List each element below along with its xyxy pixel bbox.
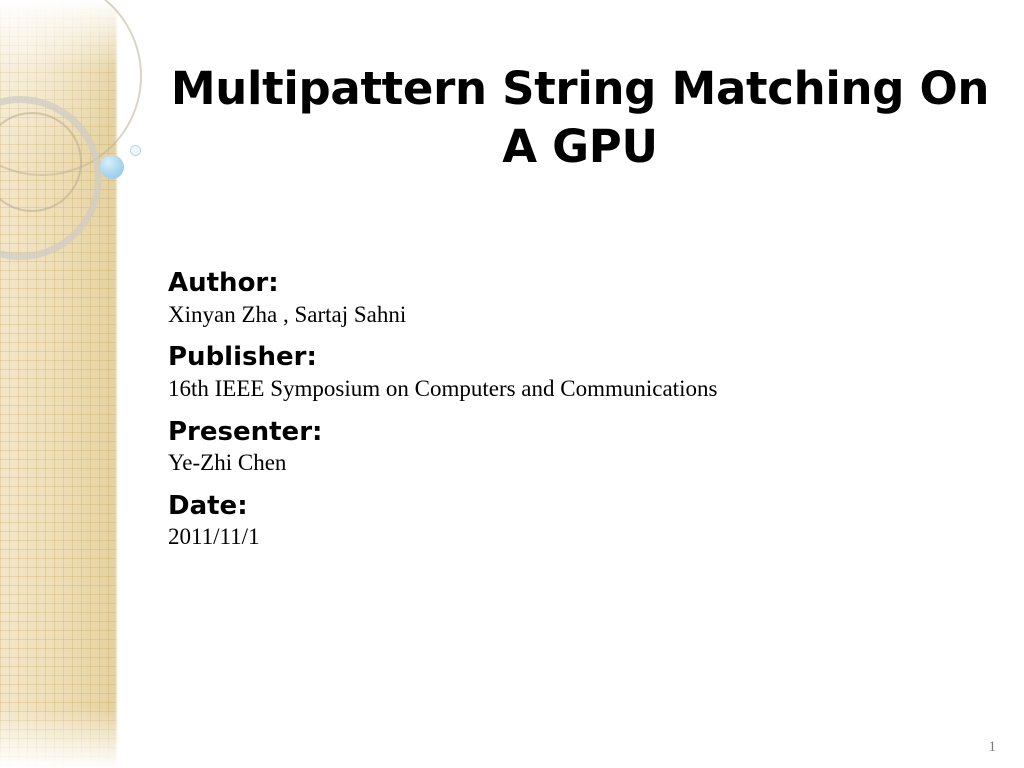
publisher-value: 16th IEEE Symposium on Computers and Communications <box>168 375 718 401</box>
presenter-value: Ye-Zhi Chen <box>168 450 287 476</box>
band-fade-bottom <box>0 708 118 768</box>
presenter-label: Presenter: <box>168 416 323 447</box>
slide-content <box>150 0 1000 768</box>
date-value: 2011/11/1 <box>168 524 260 550</box>
decorative-dot-small-icon <box>130 145 141 156</box>
slide-body <box>168 268 968 551</box>
author-label: Author: <box>168 268 279 298</box>
author-value: Xinyan Zha , Sartaj Sahni <box>168 301 407 327</box>
page-title: Multipattern String Matching On A GPU <box>170 62 990 173</box>
decorative-dot-large-icon <box>100 155 124 179</box>
publisher-label: Publisher: <box>168 342 317 373</box>
date-label: Date: <box>168 490 248 521</box>
page-number: 1 <box>988 739 996 755</box>
